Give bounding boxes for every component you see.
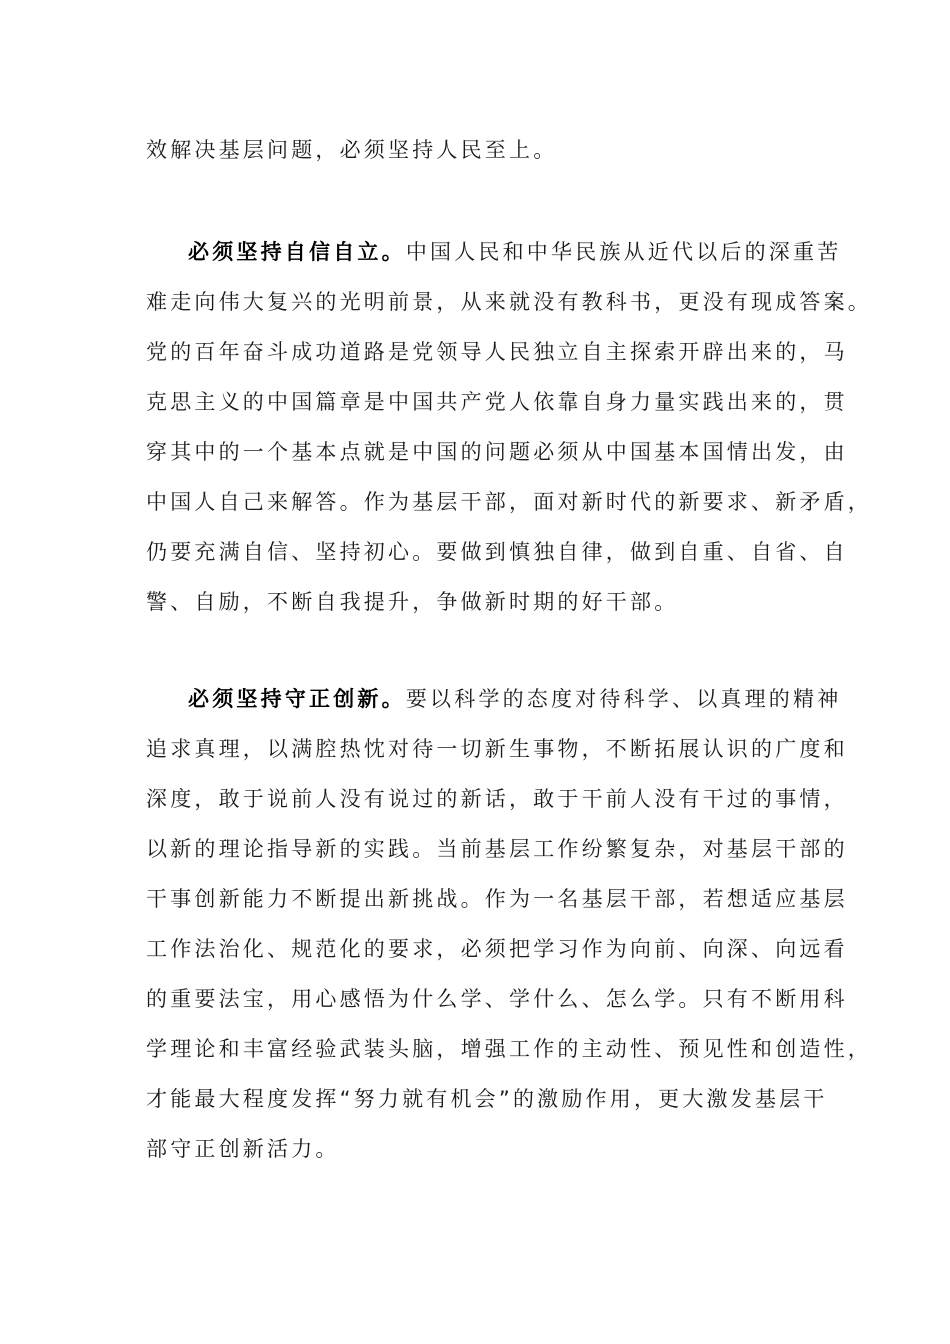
- paragraph-line: 才能最大程度发挥“努力就有机会”的激励作用，更大激发基层干: [146, 1087, 828, 1111]
- paragraph-text: 中国人民和中华民族从近代以后的深重苦: [405, 240, 842, 264]
- paragraph-line: 穿其中的一个基本点就是中国的问题必须从中国基本国情出发，由: [146, 440, 848, 464]
- paragraph-first-line: [188, 684, 868, 714]
- paragraph-line: 中国人自己来解答。作为基层干部，面对新时代的新要求、新矛盾，: [146, 490, 872, 514]
- paragraph-line: 部守正创新活力。: [146, 1137, 340, 1161]
- paragraph-line: 以新的理论指导新的实践。当前基层工作纷繁复杂，对基层干部的: [146, 837, 848, 861]
- paragraph-line: 工作法治化、规范化的要求，必须把学习作为向前、向深、向远看: [146, 937, 848, 961]
- paragraph-line: 的重要法宝，用心感悟为什么学、学什么、怎么学。只有不断用科: [146, 987, 848, 1011]
- paragraph-line: 深度，敢于说前人没有说过的新话，敢于干前人没有干过的事情，: [146, 787, 848, 811]
- paragraph-line: 效解决基层问题，必须坚持人民至上。: [146, 138, 558, 162]
- paragraph-line: 党的百年奋斗成功道路是党领导人民独立自主探索开辟出来的，马: [146, 340, 848, 364]
- paragraph-line: 难走向伟大复兴的光明前景，从来就没有教科书，更没有现成答案。: [146, 290, 872, 314]
- paragraph-lead-heading: 必须坚持自信自立。: [188, 240, 406, 264]
- paragraph-line: 追求真理，以满腔热忱对待一切新生事物，不断拓展认识的广度和: [146, 737, 848, 761]
- paragraph-line: 警、自励，不断自我提升，争做新时期的好干部。: [146, 590, 679, 614]
- paragraph-line: 仍要充满自信、坚持初心。要做到慎独自律，做到自重、自省、自: [146, 540, 848, 564]
- paragraph-text: 要以科学的态度对待科学、以真理的精神: [405, 687, 842, 711]
- paragraph-line: 学理论和丰富经验武装头脑，增强工作的主动性、预见性和创造性，: [146, 1037, 872, 1061]
- paragraph-line: 克思主义的中国篇章是中国共产党人依靠自身力量实践出来的，贯: [146, 390, 848, 414]
- paragraph-lead-heading: 必须坚持守正创新。: [188, 687, 406, 711]
- paragraph-line: 干事创新能力不断提出新挑战。作为一名基层干部，若想适应基层: [146, 887, 848, 911]
- paragraph-first-line: [188, 237, 868, 267]
